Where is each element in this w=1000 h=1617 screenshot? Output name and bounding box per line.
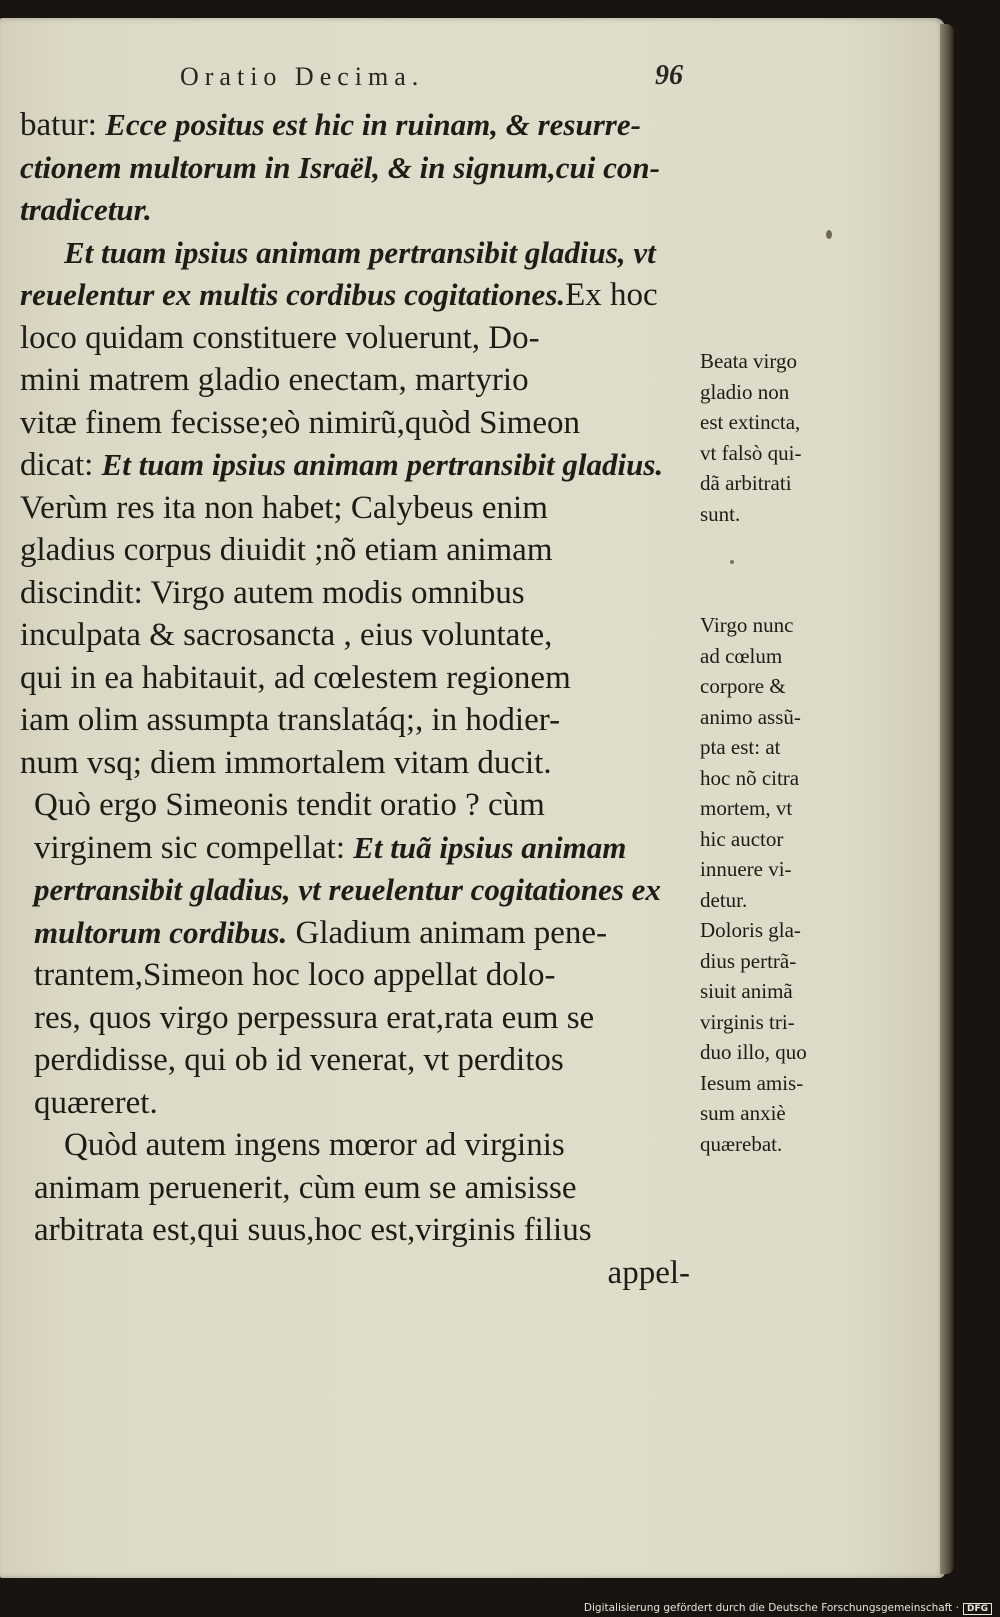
text-line: iam olim assumpta translatáq;, in hodier- [20, 702, 561, 738]
marginal-line: gladio non [700, 379, 790, 404]
credit-text: Digitalisierung gefördert durch die Deutsche Forschungsgemeinschaft · [583, 1602, 959, 1614]
marginal-line: vt falsò qui- [700, 440, 802, 465]
text-line: Quò ergo Simeonis tendit oratio ? cùm [34, 787, 545, 823]
marginal-line: siuit animã [700, 979, 793, 1003]
text-line: tradicetur. [20, 192, 152, 227]
marginal-line: hoc nõ citra [700, 765, 800, 790]
text-line: Et tuam ipsius animam pertransibit gladius, vt [64, 234, 656, 270]
marginal-line: Iesum amis- [700, 1070, 804, 1095]
text-line: virginem sic compellat: Et tuã ipsius animam [34, 829, 627, 866]
text-line: perdidisse, qui ob id venerat, vt perditos [34, 1042, 564, 1078]
page-edge [940, 24, 954, 1574]
dfg-logo: DFG [963, 1603, 992, 1615]
text-line: reuelentur ex multis cordibus cogitationes.Ex hoc [20, 277, 658, 313]
text-line: num vsq; diem immortalem vitam ducit. [20, 744, 552, 781]
text-line: Quòd autem ingens mœror ad virginis [64, 1127, 565, 1163]
marginal-line: Beata virgo [700, 349, 798, 373]
marginal-line: duo illo, quo [700, 1040, 807, 1064]
text-line: animam peruenerit, cùm eum se amisisse [34, 1169, 577, 1206]
text-line: inculpata & sacrosancta , eius voluntate, [20, 617, 553, 653]
marginal-note [700, 346, 848, 529]
text-line: dicat: Et tuam ipsius animam pertransibit gladius. [20, 447, 664, 483]
digitization-credit [584, 1602, 992, 1615]
text-line: multorum cordibus. Gladium animam pene- [34, 914, 608, 951]
marginal-line: animo assũ- [700, 704, 801, 729]
text-line: Verùm res ita non habet; Calybeus enim [20, 489, 548, 526]
marginal-line: ad cœlum [700, 643, 783, 668]
text-line: ctionem multorum in Israël, & in signum,cui con- [20, 149, 660, 185]
text-line: pertransibit gladius, vt reuelentur cogitationes ex [34, 872, 661, 907]
body-text [20, 104, 690, 1294]
marginal-line: mortem, vt [700, 796, 793, 820]
catchword: appel- [607, 1254, 690, 1291]
text-line: res, quos virgo perpessura erat,rata eum se [34, 999, 595, 1036]
marginal-line: est extincta, [700, 410, 801, 434]
text-line: gladius corpus diuidit ;nõ etiam animam [20, 532, 553, 568]
marginal-line: dius pertrã- [700, 948, 797, 973]
marginal-line: Virgo nunc [700, 613, 794, 637]
marginal-line: sum anxiè [700, 1101, 786, 1125]
text-line: trantem,Simeon hoc loco appellat dolo- [34, 957, 556, 993]
paper-speck [730, 560, 734, 564]
marginal-note [700, 915, 848, 1159]
marginal-line: hic auctor [700, 826, 784, 851]
text-line: qui in ea habitauit, ad cœlestem regionem [20, 659, 571, 696]
text-line: mini matrem gladio enectam, martyrio [20, 362, 529, 398]
text-line: discindit: Virgo autem modis omnibus [20, 574, 525, 611]
marginal-line: dã arbitrati [700, 471, 792, 495]
marginal-line: pta est: at [700, 735, 781, 759]
text-line: loco quidam constituere voluerunt, Do- [20, 319, 540, 356]
marginal-line: innuere vi- [700, 857, 792, 881]
marginal-line: detur. [700, 887, 748, 912]
marginal-line: quærebat. [700, 1131, 783, 1156]
marginal-line: Doloris gla- [700, 918, 801, 942]
text-line: vitæ finem fecisse;eò nimirũ,quòd Simeon [20, 404, 581, 441]
text-line: arbitrata est,qui suus,hoc est,virginis filius [34, 1212, 592, 1248]
text-line: batur: Ecce positus est hic in ruinam, & resurre- [20, 107, 641, 143]
marginal-line: sunt. [700, 501, 741, 526]
marginal-line: corpore & [700, 674, 786, 698]
paper-speck [826, 230, 832, 239]
page-number: 96 [655, 60, 683, 91]
marginal-note [700, 610, 848, 915]
marginal-line: virginis tri- [700, 1009, 795, 1034]
text-line: quæreret. [34, 1084, 158, 1121]
running-header: Oratio Decima. [180, 62, 425, 91]
